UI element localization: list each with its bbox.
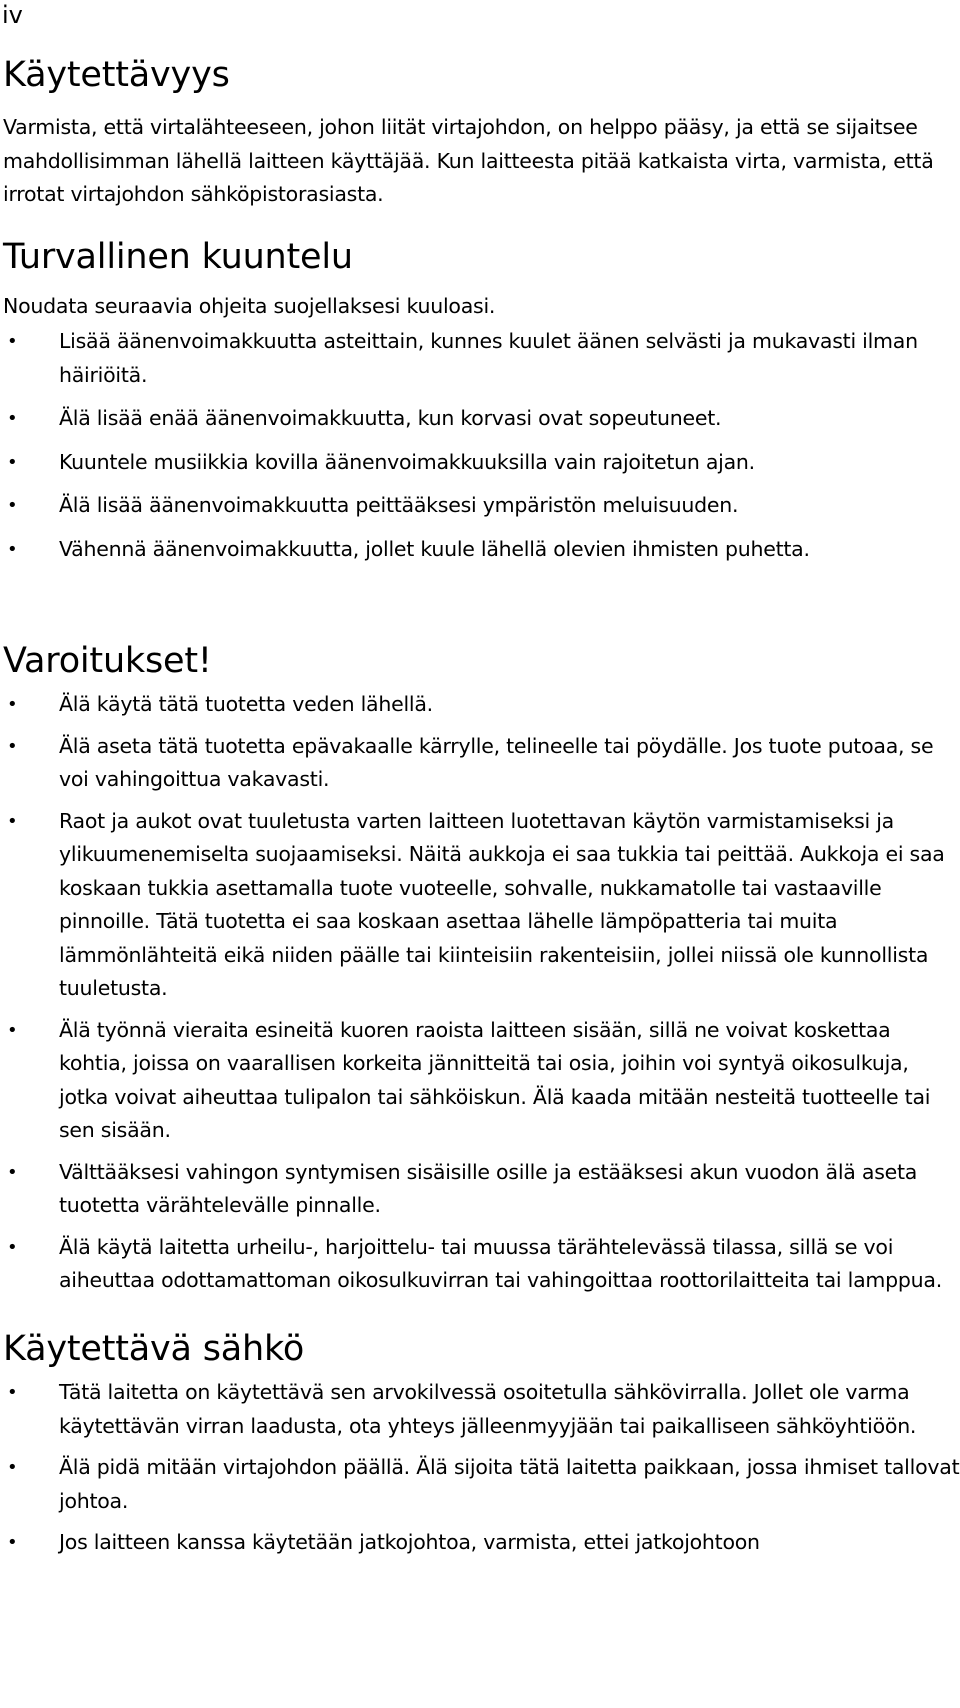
list-item: • Tätä laitetta on käytettävä sen arvokilvessä osoitetulla sähkövirralla. Jollet ole varma käytettävän virran laadusta, ota yhteys jälleenmyyjään tai paikalliseen sähköyhtiöön. [0,1376,960,1443]
bullet-icon: • [7,1161,18,1183]
bullet-icon: • [7,1019,18,1041]
bullet-icon: • [7,694,18,715]
list-item: • Älä aseta tätä tuotetta epävakaalle kärrylle, telineelle tai pöydälle. Jos tuote putoaa, se voi vahingoittua vakavasti. [0,730,960,797]
bullet-icon: • [7,810,18,832]
heading-power: Käytettävä sähkö [3,1329,305,1369]
safe-listening-list [0,325,960,576]
bullet-icon: • [7,1532,18,1553]
page-number: iv [2,1,23,29]
safe-listening-intro: Noudata seuraavia ohjeita suojellaksesi kuuloasi. [3,294,496,318]
bullet-icon: • [7,331,18,352]
bullet-icon: • [7,735,18,757]
usability-paragraph: Varmista, että virtalähteeseen, johon liität virtajohdon, on helppo pääsy, ja että se sijaitsee mahdollisimman lähellä laitteen käyttäjää. Kun laitteesta pitää katkaista virta, varmista, että irrotat virtajohdon sähköpistorasiasta. [3,115,934,206]
list-item: • Älä lisää äänenvoimakkuutta peittääksesi ympäristön meluisuuden. [0,489,960,523]
bullet-icon: • [7,1236,18,1258]
heading-safe-listening: Turvallinen kuuntelu [3,237,353,277]
list-item: • Välttääksesi vahingon syntymisen sisäisille osille ja estääksesi akun vuodon älä aseta tuotetta värähtelevälle pinnalle. [0,1156,960,1223]
bullet-icon: • [7,1457,18,1478]
list-item: • Älä käytä tätä tuotetta veden lähellä. [0,688,960,722]
heading-usability: Käytettävyys [3,55,230,95]
warnings-list [0,688,960,1306]
list-item: • Älä työnnä vieraita esineitä kuoren raoista laitteen sisään, sillä ne voivat koskettaa kohtia, joissa on vaarallisen korkeita jännitteitä tai osia, joihin voi syntyä oikosulkuja, jotka voivat aiheuttaa tulipalon tai sähköiskun. Älä kaada mitään nesteitä tuotteelle tai sen sisään. [0,1014,960,1148]
power-list [0,1376,960,1568]
bullet-icon: • [7,538,18,560]
bullet-icon: • [7,1382,18,1403]
bullet-icon: • [7,408,18,429]
bullet-icon: • [7,495,18,516]
list-item: • Älä pidä mitään virtajohdon päällä. Älä sijoita tätä laitetta paikkaan, jossa ihmiset tallovat johtoa. [0,1451,960,1518]
list-item: • Jos laitteen kanssa käytetään jatkojohtoa, varmista, ettei jatkojohtoon [0,1526,960,1560]
heading-warnings: Varoitukset! [3,641,212,681]
list-item: • Kuuntele musiikkia kovilla äänenvoimakkuuksilla vain rajoitetun ajan. [0,446,960,480]
bullet-icon: • [7,451,18,473]
list-item: • Älä käytä laitetta urheilu-, harjoittelu- tai muussa tärähtelevässä tilassa, sillä se voi aiheuttaa odottamattoman oikosulkuvirran tai vahingoittaa roottorilaitteita tai lamppua. [0,1231,960,1298]
list-item: • Älä lisää enää äänenvoimakkuutta, kun korvasi ovat sopeutuneet. [0,402,960,436]
list-item: • Raot ja aukot ovat tuuletusta varten laitteen luotettavan käytön varmistamiseksi ja ylikuumenemiselta suojaamiseksi. Näitä aukkoja ei saa tukkia tai peittää. Aukkoja ei saa koskaan tukkia asettamalla tuote vuoteelle, sohvalle, nukkamatolle tai vastaaville pinnoille. Tätä tuotetta ei saa koskaan asettaa lähelle lämpöpatteria tai muita lämmönlähteitä eikä niiden päälle tai kiinteisiin rakenteisiin, jollei niissä ole kunnollista tuuletusta. [0,805,960,1006]
list-item: • Lisää äänenvoimakkuutta asteittain, kunnes kuulet äänen selvästi ja mukavasti ilman häiriöitä. [0,325,960,392]
list-item: • Vähennä äänenvoimakkuutta, jollet kuule lähellä olevien ihmisten puhetta. [0,533,960,567]
